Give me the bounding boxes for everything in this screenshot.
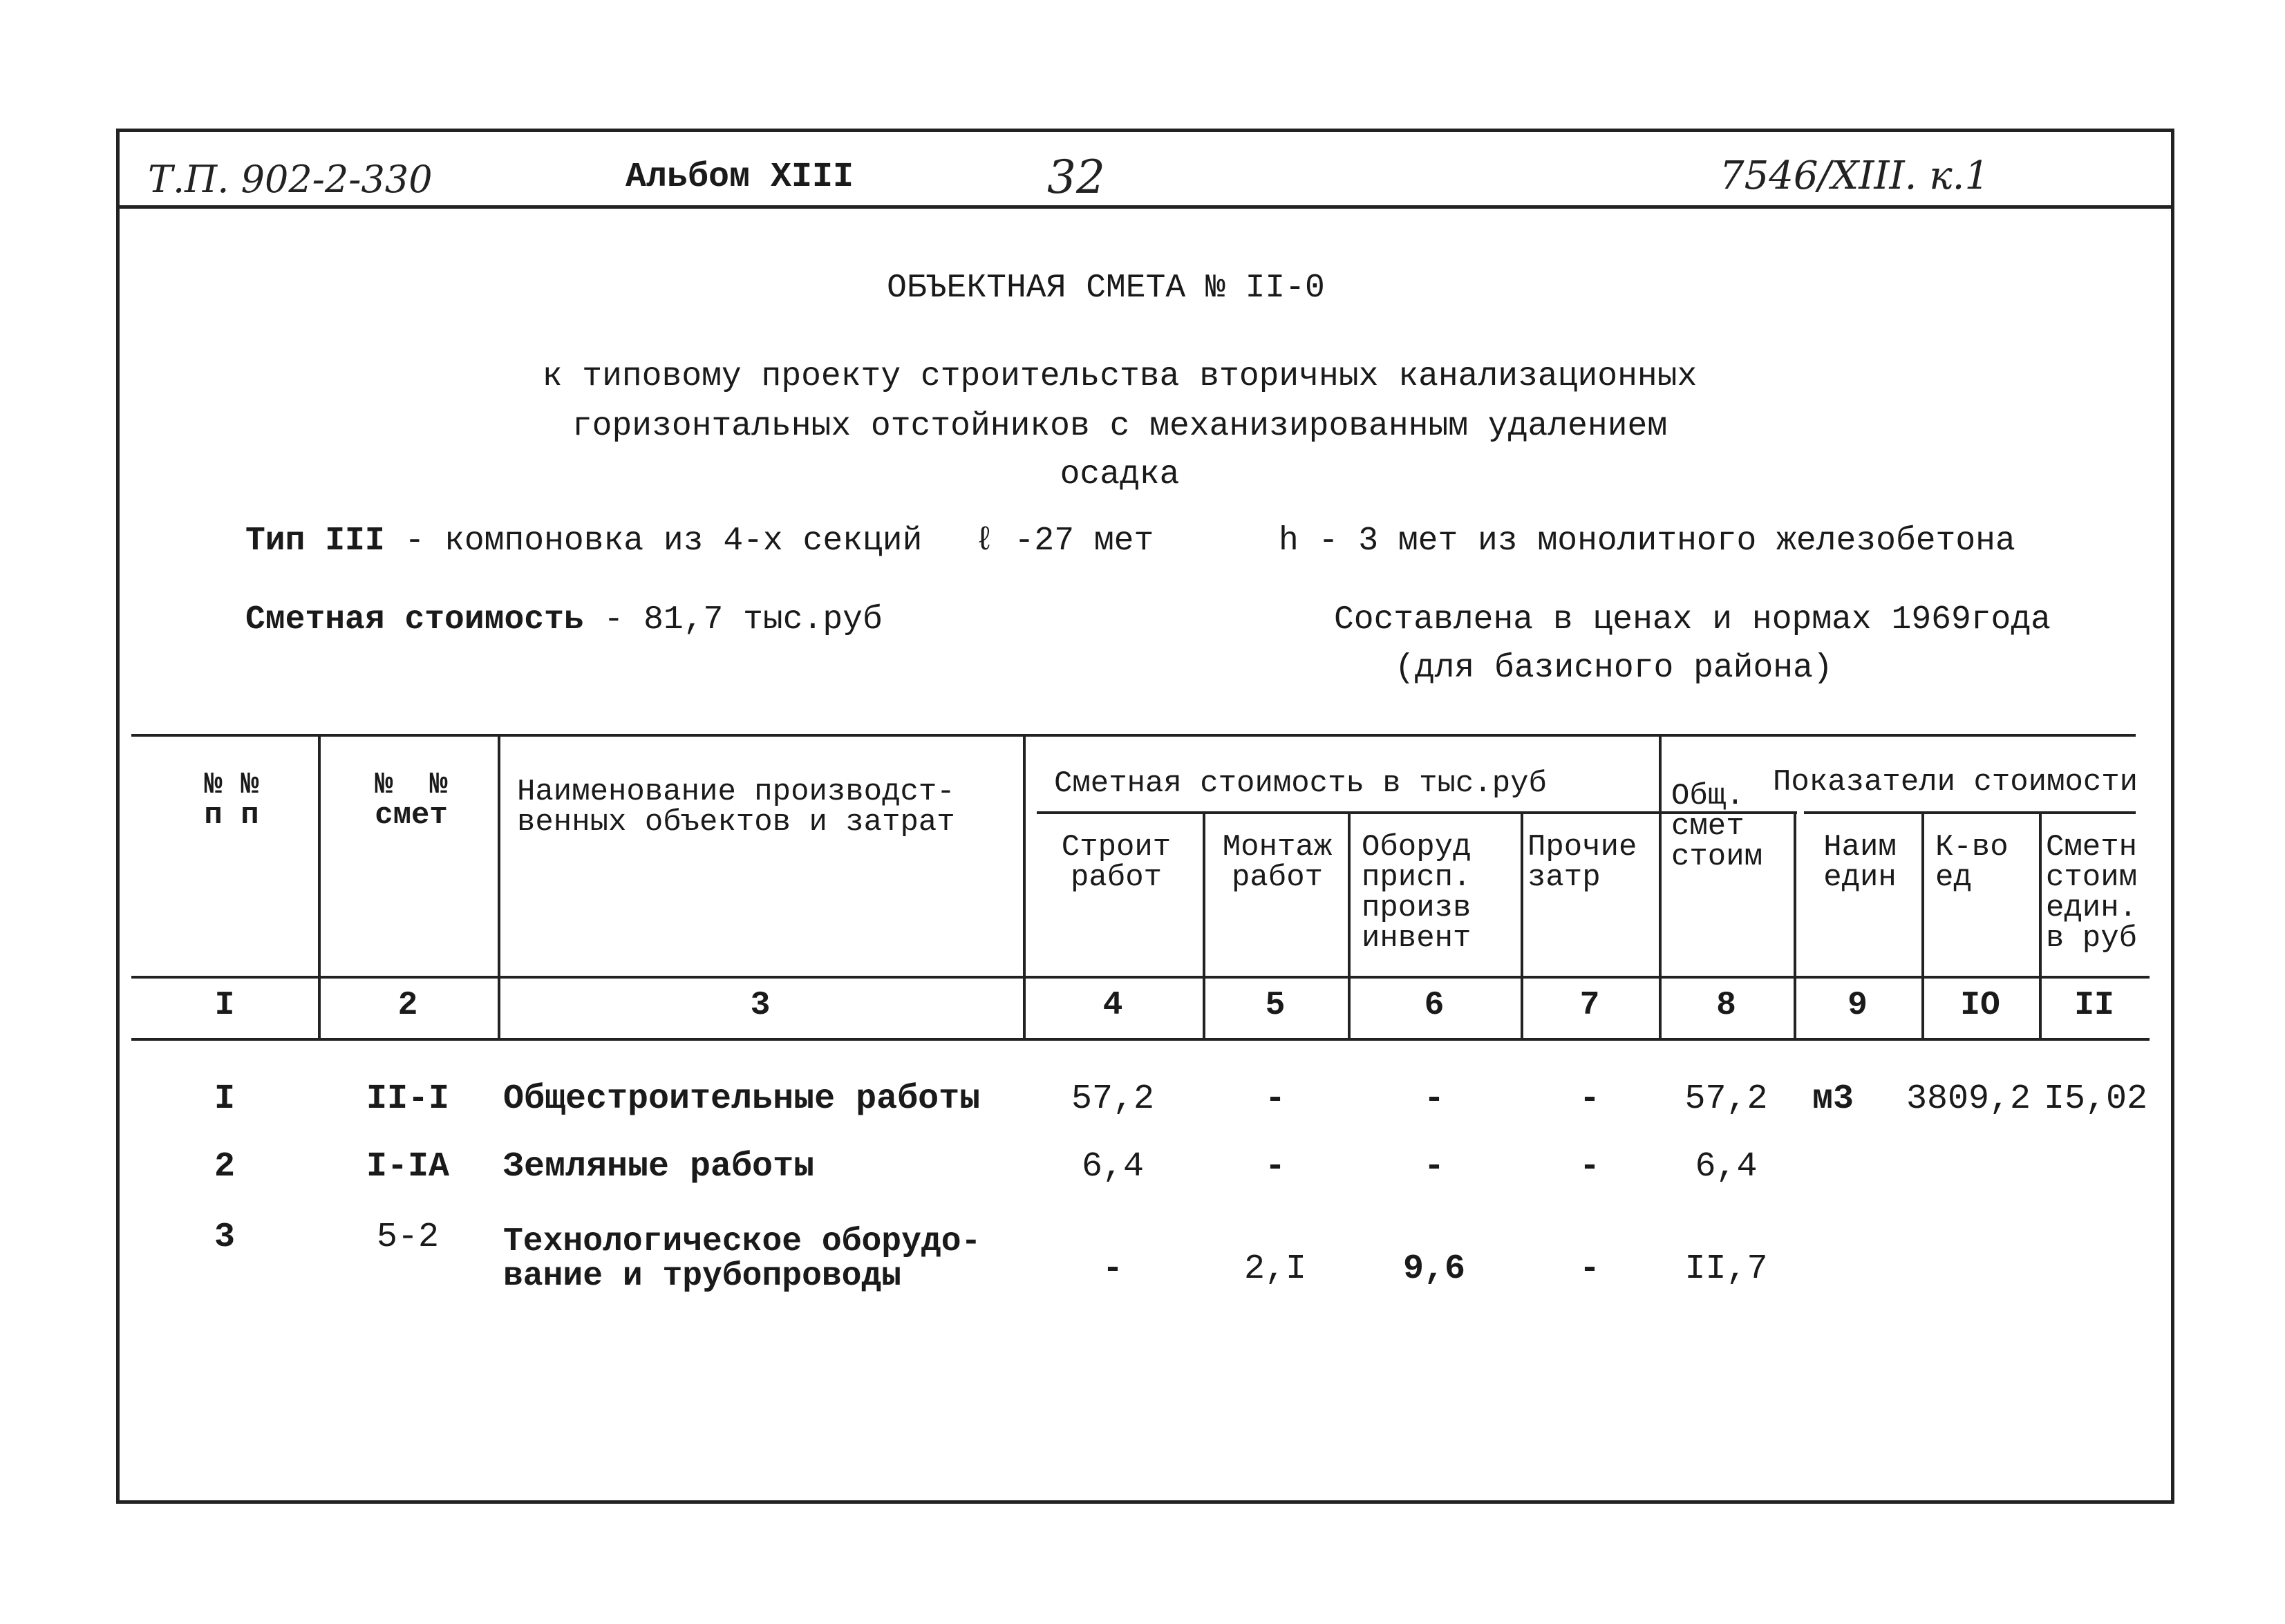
document-title: ОБЪЕКТНАЯ СМЕТА № II-0: [887, 270, 1325, 307]
row-2-number: 2: [214, 1147, 235, 1187]
document-code: 7546/XIII. к.1: [1720, 153, 1990, 198]
estimated-cost: [245, 601, 883, 639]
row-3-estimate: 5-2: [376, 1218, 439, 1257]
row-1-quantity: 3809,2: [1906, 1079, 2031, 1119]
row-3-other: -: [1579, 1249, 1600, 1289]
row-3-total: II,7: [1684, 1249, 1768, 1289]
col-number-7: 7: [1579, 987, 1600, 1024]
col-number-6: 6: [1424, 987, 1445, 1024]
col-number-11: II: [2074, 987, 2114, 1024]
row-3-equipment: 9,6: [1402, 1249, 1465, 1289]
type-label: Тип III: [245, 522, 385, 560]
col-number-10: IO: [1960, 987, 2000, 1024]
album-label: Альбом XIII: [626, 158, 854, 197]
subtitle-line-1: к типовому проекту строительства вторичных канализационных: [542, 358, 1698, 395]
col-number-line: [131, 1038, 2150, 1041]
row-2-total: 6,4: [1695, 1147, 1758, 1187]
page-number: 32: [1047, 151, 1105, 204]
row-3-construction: -: [1102, 1249, 1123, 1289]
col-number-3: 3: [750, 987, 771, 1024]
header-construction: Строит работ: [1061, 830, 1172, 895]
row-2-estimate: I-IA: [366, 1147, 450, 1187]
header-cost-group: Сметная стоимость в тыс.руб: [1054, 766, 1547, 801]
header-equipment: Оборуд присп. произв инвент: [1362, 830, 1471, 956]
row-1-other: -: [1579, 1079, 1600, 1119]
row-2-mounting: -: [1264, 1147, 1286, 1187]
row-2-other: -: [1579, 1147, 1600, 1187]
header-row-number: № № п п: [204, 768, 259, 833]
col-number-8: 8: [1716, 987, 1736, 1024]
row-2-equipment: -: [1423, 1147, 1445, 1187]
type-text: - компоновка из 4-х секций: [384, 522, 923, 560]
row-1-unit-cost: I5,02: [2044, 1079, 2148, 1119]
header-object-name: Наименование производст- венных объектов и затрат: [517, 775, 955, 840]
header-estimate-number: № № смет: [375, 768, 448, 833]
header-mounting: Монтаж работ: [1222, 830, 1333, 895]
row-3-number: 3: [214, 1218, 235, 1257]
prices-note: Составлена в ценах и нормах 1969года: [1334, 601, 2051, 639]
depth-text: h - 3 мет из монолитного железобетона: [1279, 522, 2015, 560]
row-1-total: 57,2: [1684, 1079, 1768, 1119]
row-1-name: Общестроительные работы: [503, 1079, 981, 1119]
row-3-name: Технологическое оборудо- вание и трубопроводы: [503, 1223, 981, 1295]
row-1-construction: 57,2: [1071, 1079, 1155, 1119]
header-indicators-group: Показатели стоимости: [1773, 765, 2138, 800]
prices-note-region: (для базисного района): [1395, 650, 1833, 687]
col-number-4: 4: [1102, 987, 1123, 1024]
col-number-5: 5: [1265, 987, 1286, 1024]
header-unit: Наим един: [1823, 830, 1897, 895]
estimate-table: [131, 734, 2150, 1439]
row-1-estimate: II-I: [366, 1079, 450, 1119]
row-2-name: Земляные работы: [503, 1147, 815, 1187]
header-unit-cost: Сметн стоим един. в руб: [2046, 830, 2138, 956]
row-1-unit: м3: [1812, 1079, 1854, 1119]
subtitle-line-2: горизонтальных отстойников с механизированным удалением: [572, 408, 1668, 445]
col-number-1: I: [214, 987, 235, 1024]
row-1-mounting: -: [1264, 1079, 1286, 1119]
header-other: Прочие затр: [1527, 830, 1637, 895]
row-2-construction: 6,4: [1081, 1147, 1144, 1187]
col-number-9: 9: [1847, 987, 1868, 1024]
subtitle-line-3: осадка: [1060, 456, 1180, 493]
row-1-equipment: -: [1423, 1079, 1445, 1119]
length-text: ℓ -27 мет: [975, 522, 1154, 560]
table-top-line: [131, 734, 2136, 737]
indicator-group-line: [1804, 811, 2136, 814]
cost-value: - 81,7 тыс.руб: [583, 601, 883, 639]
header-quantity: К-во ед: [1935, 830, 2009, 895]
row-1-number: I: [214, 1079, 235, 1119]
row-3-mounting: 2,I: [1243, 1249, 1306, 1289]
cost-label: Сметная стоимость: [245, 601, 584, 639]
header-total: Общ. смет стоим: [1671, 779, 1763, 874]
header-bottom-line: [131, 976, 2150, 979]
col-number-2: 2: [397, 987, 418, 1024]
project-designation: Т.П. 902-2-330: [148, 158, 433, 201]
type-description: [245, 522, 922, 560]
